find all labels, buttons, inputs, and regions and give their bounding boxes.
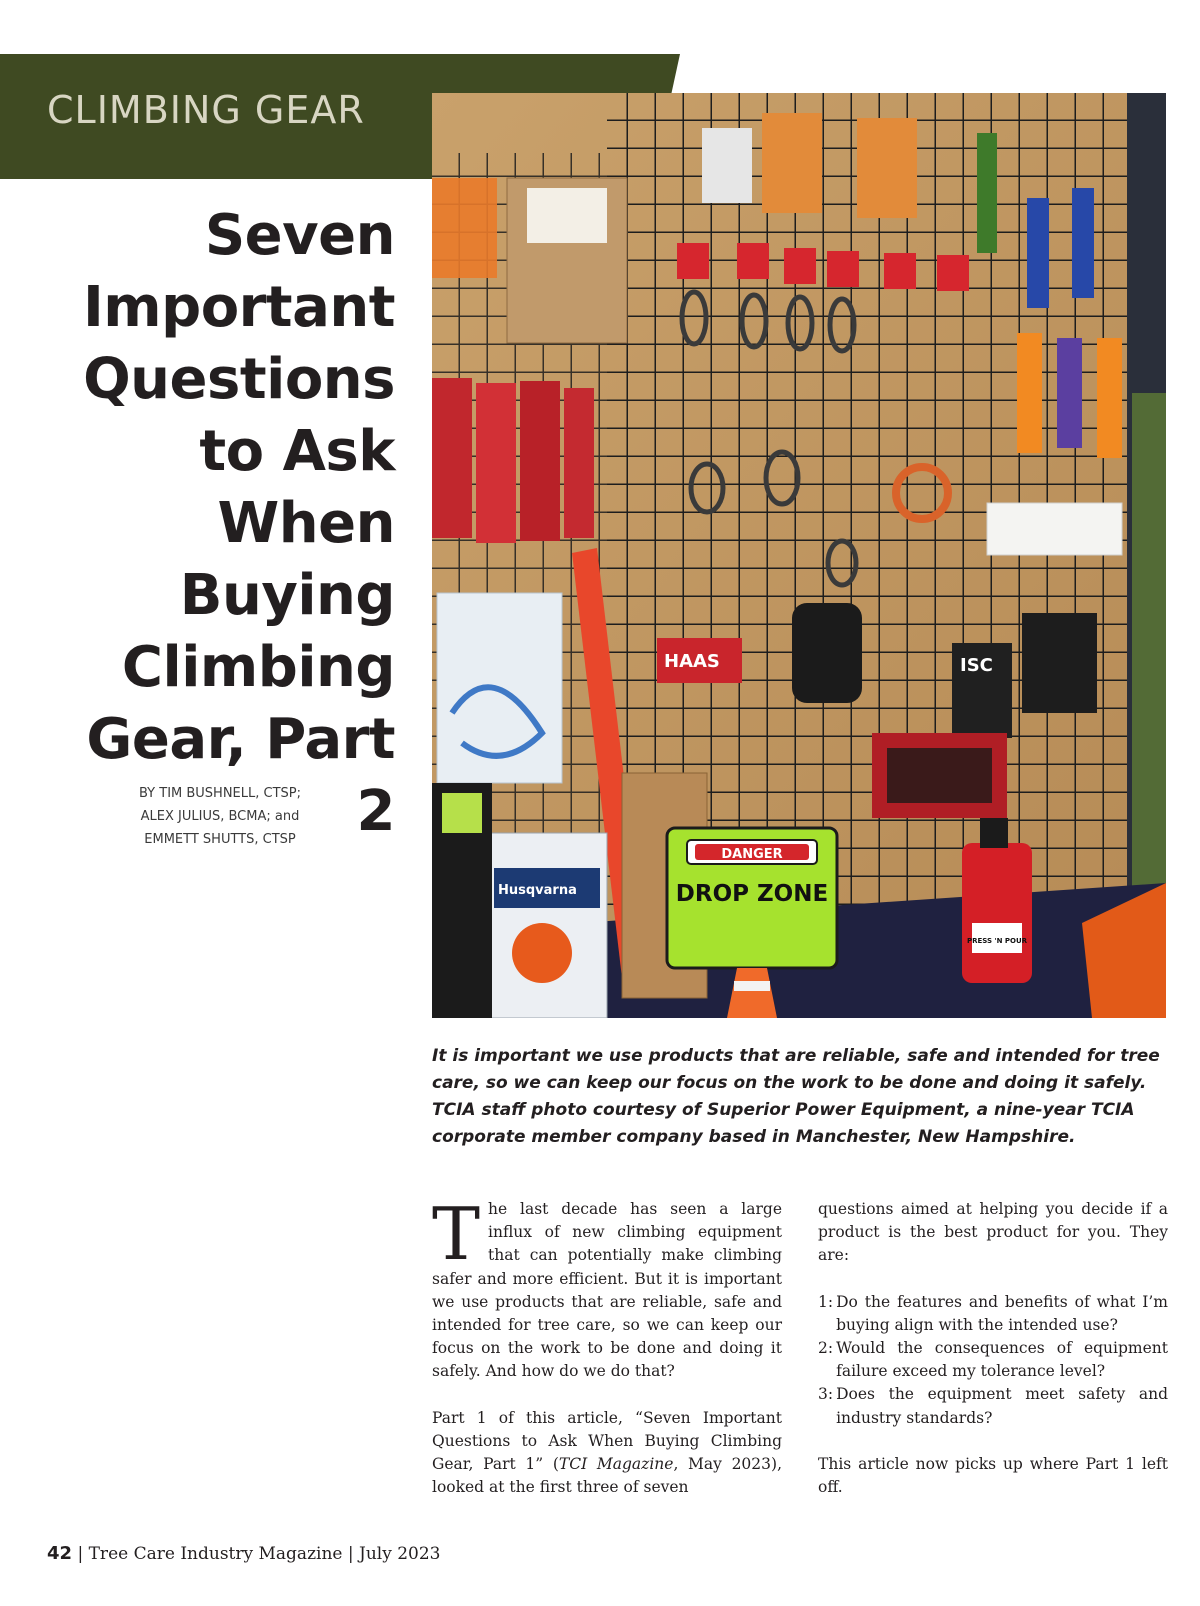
gas-can-label: PRESS 'N POUR — [966, 937, 1028, 945]
magazine-title: TCI Magazine — [558, 1455, 674, 1474]
list-text: Does the equipment meet safety and industry standards? — [836, 1385, 1168, 1427]
drop-cap: T — [432, 1192, 481, 1276]
gloves-display — [432, 378, 594, 543]
list-item — [818, 1383, 1168, 1429]
article-column-1 — [432, 1192, 782, 1522]
headline-line: Important — [82, 275, 395, 340]
paragraph: questions aimed at helping you decide if a product is the best product for you. They are: — [818, 1200, 1168, 1265]
list-text: Would the consequences of equipment failure exceed my tolerance level? — [836, 1339, 1168, 1381]
headline-line: Gear, Part 2 — [86, 707, 395, 844]
section-label: CLIMBING GEAR — [47, 88, 365, 132]
footer-text: | Tree Care Industry Magazine | July 2023 — [72, 1544, 441, 1564]
byline-line: BY TIM BUSHNELL, CTSP; — [138, 786, 302, 801]
article-column-2 — [818, 1198, 1168, 1522]
headline-line: to Ask When — [199, 419, 395, 556]
question-list — [818, 1291, 1168, 1430]
paragraph-text: Part 1 of this article, “Seven Important Questions to Ask When Buying Climbing Gear, Part 1” ( — [432, 1408, 782, 1474]
paragraph — [432, 1407, 782, 1500]
list-text: Do the features and benefits of what I’m buying align with the intended use? — [836, 1292, 1168, 1334]
list-number: 2: — [818, 1339, 834, 1358]
headline-line: Buying — [179, 563, 395, 628]
haas-label: HAAS — [664, 651, 720, 672]
byline — [100, 782, 340, 851]
article-headline — [35, 200, 395, 848]
photo-caption: It is important we use products that are reliable, safe and intended for tree care, so we can keep our focus on the work to be done and doing it safely. TCIA staff photo courtesy of Superior Power Equipment, a nine-year TCIA corporate member company based in Manchester, New Hampshire. — [432, 1046, 1160, 1147]
sign-main-text: DROP ZONE — [675, 881, 829, 907]
list-number: 3: — [818, 1385, 834, 1404]
store-display-photo — [432, 93, 1166, 1018]
paragraph — [432, 1192, 782, 1384]
headline-line: Climbing — [121, 635, 395, 700]
list-item — [818, 1291, 1168, 1337]
paragraph-text: , May 2023), looked at the first three of seven — [432, 1455, 782, 1497]
headline-line: Seven — [204, 203, 395, 268]
sign-danger-text: DANGER — [721, 847, 783, 862]
list-item — [818, 1337, 1168, 1383]
isc-label: ISC — [960, 655, 993, 676]
husqvarna-label: Husqvarna — [498, 883, 577, 898]
page-footer — [47, 1543, 440, 1564]
byline-line: ALEX JULIUS, BCMA; and — [140, 809, 300, 824]
paragraph-text: he last decade has seen a large influx of new climbing equipment that can potentially make climbing safer and more efficient. But it is important we use products that are reliable, safe and intended for tree care, so we can keep our focus on the work to be done and doing it safely. And how do we do that? — [432, 1200, 782, 1381]
list-number: 1: — [818, 1292, 834, 1311]
headline-line: Questions — [83, 347, 395, 412]
byline-line: EMMETT SHUTTS, CTSP — [144, 832, 296, 847]
paragraph: This article now picks up where Part 1 left off. — [818, 1454, 1168, 1497]
page-number: 42 — [47, 1543, 73, 1564]
